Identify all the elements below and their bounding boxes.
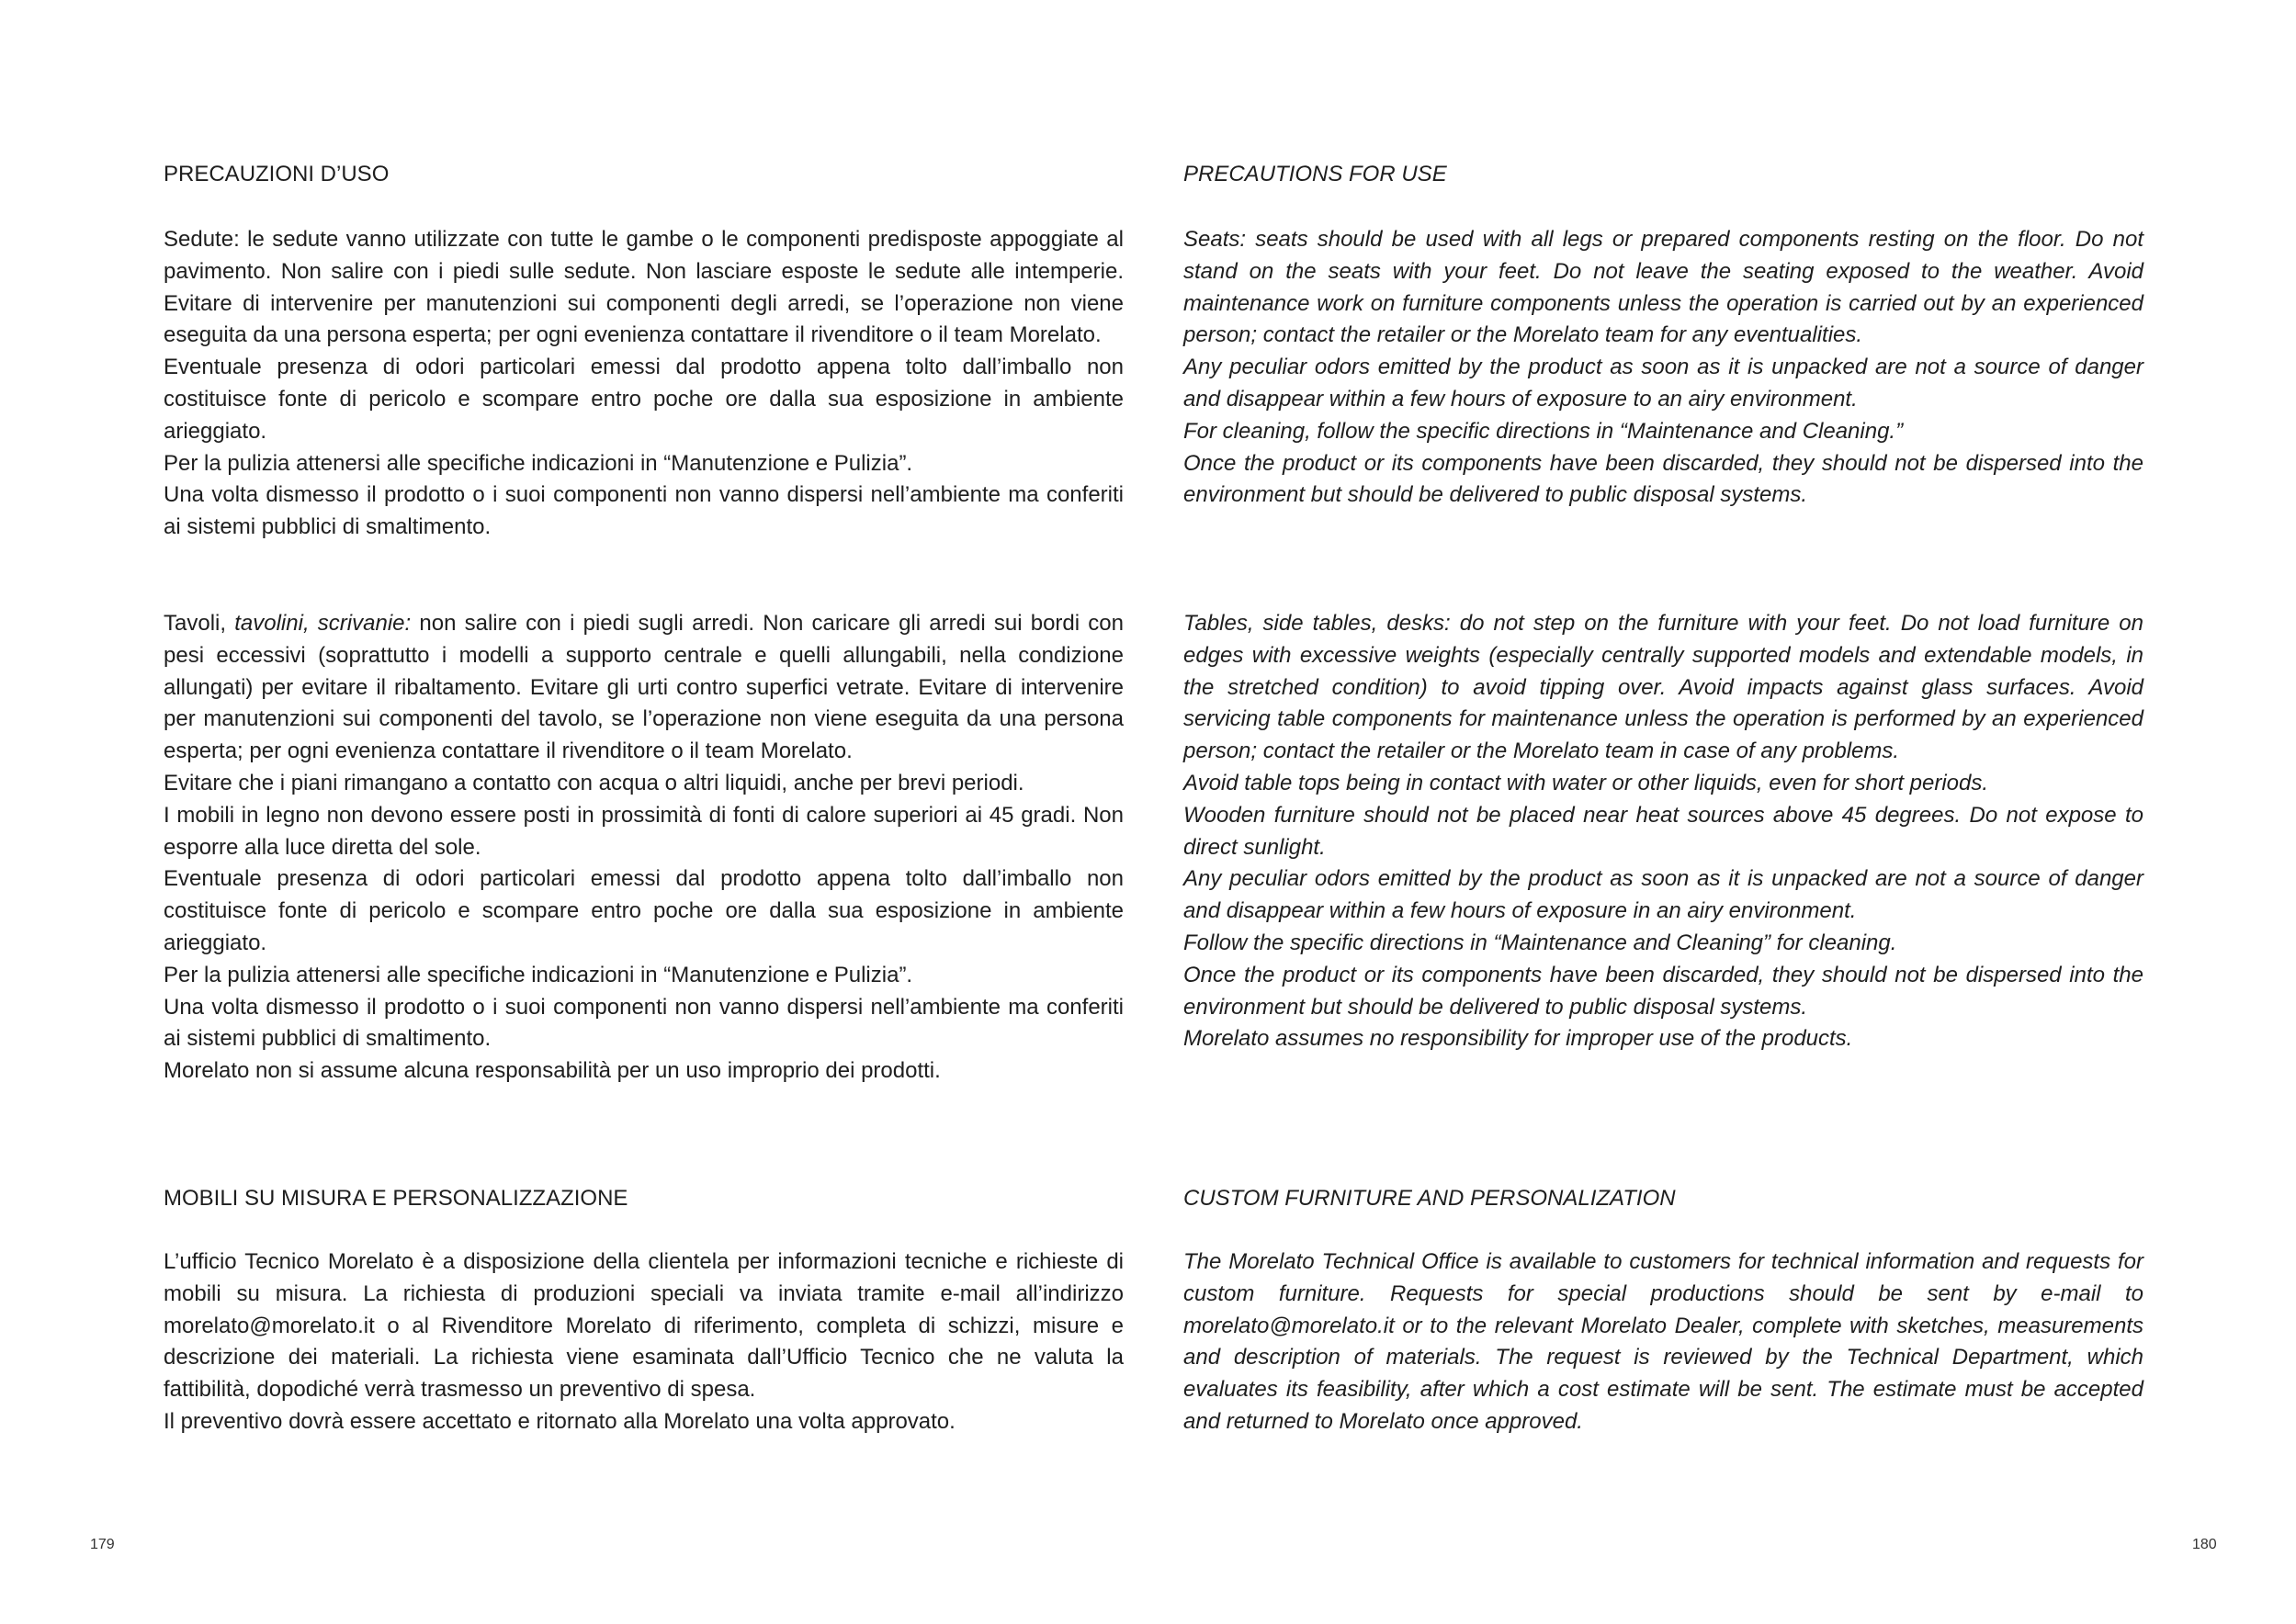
paragraph-lead-italic: tavolini, scrivanie: <box>234 611 412 636</box>
paragraph: Una volta dismesso il prodotto o i suoi componenti non vanno dispersi nell’ambiente ma conferiti ai sistemi pubblici di smaltimento. <box>164 482 1124 540</box>
paragraph: Seats: seats should be used with all legs or prepared components resting on the floor. Do not stand on the seats with your feet. Do not leave the seating exposed to the weather. Avoid maintenance work on furniture components unless the operation is carried out by an experienced person; contact the retailer or the Morelato team for any eventualities. <box>1183 227 2143 348</box>
paragraph: Evitare che i piani rimangano a contatto con acqua o altri liquidi, anche per brevi periodi. <box>164 770 1024 795</box>
paragraph: Any peculiar odors emitted by the product as soon as it is unpacked are not a source of danger and disappear within a few hours of exposure in an airy environment. <box>1183 866 2143 924</box>
section-tables <box>1183 608 2143 1055</box>
section-mobili-su-misura <box>164 1183 1124 1215</box>
section-custom-furniture <box>1183 1183 2143 1215</box>
page-number-left: 179 <box>90 1537 115 1552</box>
section-tavoli <box>164 608 1124 1088</box>
paragraph: Per la pulizia attenersi alle specifiche indicazioni in “Manutenzione e Pulizia”. <box>164 450 913 476</box>
section-seats <box>1183 224 2143 512</box>
paragraph: Il preventivo dovrà essere accettato e ritornato alla Morelato una volta approvato. <box>164 1408 956 1434</box>
paragraph: Once the product or its components have been discarded, they should not be dispersed into the environment but should be delivered to public disposal systems. <box>1183 450 2143 508</box>
paragraph: Any peculiar odors emitted by the product as soon as it is unpacked are not a source of danger and disappear within a few hours of exposure to an airy environment. <box>1183 355 2143 412</box>
paragraph: For cleaning, follow the specific directions in “Maintenance and Cleaning.” <box>1183 418 1904 444</box>
paragraph: Eventuale presenza di odori particolari emessi dal prodotto appena tolto dall’imballo non costituisce fonte di pericolo e scompare entro poche ore dalla sua esposizione in ambiente arieggiato. <box>164 355 1124 444</box>
section-title: MOBILI SU MISURA E PERSONALIZZAZIONE <box>164 1186 628 1211</box>
paragraph-lead: Tavoli, <box>164 611 235 636</box>
paragraph: Once the product or its components have been discarded, they should not be dispersed into the environment but should be delivered to public disposal systems. <box>1183 962 2143 1020</box>
paragraph: Wooden furniture should not be placed near heat sources above 45 degrees. Do not expose to direct sunlight. <box>1183 802 2143 860</box>
paragraph: I mobili in legno non devono essere posti in prossimità di fonti di calore superiori ai 45 gradi. Non esporre alla luce diretta del sole. <box>164 802 1124 860</box>
paragraph: Follow the specific directions in “Maintenance and Cleaning” for cleaning. <box>1183 930 1897 955</box>
section-title: PRECAUZIONI D’USO <box>164 162 390 186</box>
paragraph: Avoid table tops being in contact with water or other liquids, even for short periods. <box>1183 770 1989 795</box>
section-title: CUSTOM FURNITURE AND PERSONALIZATION <box>1183 1186 1676 1211</box>
section-mobili-text <box>164 1246 1124 1438</box>
paragraph: Eventuale presenza di odori particolari emessi dal prodotto appena tolto dall’imballo non costituisce fonte di pericolo e scompare entro poche ore dalla sua esposizione in ambiente arieggiato. <box>164 866 1124 955</box>
section-title: PRECAUTIONS FOR USE <box>1183 162 1447 186</box>
section-precauzioni <box>164 159 1124 191</box>
section-precautions <box>1183 159 2143 191</box>
paragraph: The Morelato Technical Office is available to customers for technical information and requests for custom furniture. Requests for special productions should be sent by e-mail to morelato@morelato.it or to the relevant Morelato Dealer, complete with sketches, measurements and description of materials. The request is reviewed by the Technical Department, which evaluates its feasibility, after which a cost estimate will be sent. The estimate must be accepted and returned to Morelato once approved. <box>1183 1249 2143 1434</box>
paragraph: Morelato assumes no responsibility for improper use of the products. <box>1183 1026 1853 1052</box>
paragraph <box>164 608 1124 768</box>
paragraph: Tables, side tables, desks: do not step on the furniture with your feet. Do not load furniture on edges with excessive weights (especially centrally supported models and extendable models, in the stretched condition) to avoid tipping over. Avoid impacts against glass surfaces. Avoid servicing table components for maintenance unless the operation is performed by an experienced person; contact the retailer or the Morelato team in case of any problems. <box>1183 611 2143 764</box>
paragraph: L’ufficio Tecnico Morelato è a disposizione della clientela per informazioni tecniche e richieste di mobili su misura. La richiesta di produzioni speciali va inviata tramite e-mail all’indirizzo morelato@morelato.it o al Rivenditore Morelato di riferimento, completa di schizzi, misure e descrizione dei materiali. La richiesta viene esaminata dall’Ufficio Tecnico che ne valuta la fattibilità, dopodiché verrà trasmesso un preventivo di spesa. <box>164 1249 1124 1403</box>
paragraph-text: non salire con i piedi sugli arredi. Non caricare gli arredi sui bordi con pesi eccessivi (soprattutto i modelli a supporto centrale e quelli allungabili, nella condizione allungati) per evitare il ribaltamento. Evitare gli urti contro superfici vetrate. Evitare di intervenire per manutenzioni sui componenti del tavolo, se l’operazione non viene eseguita da una persona esperta; per ogni evenienza contattare il rivenditore o il team Morelato. <box>164 611 1124 764</box>
paragraph: Per la pulizia attenersi alle specifiche indicazioni in “Manutenzione e Pulizia”. <box>164 962 913 987</box>
section-custom-text <box>1183 1246 2143 1438</box>
paragraph: Una volta dismesso il prodotto o i suoi componenti non vanno dispersi nell’ambiente ma conferiti ai sistemi pubblici di smaltimento. <box>164 994 1124 1052</box>
paragraph: Sedute: le sedute vanno utilizzate con tutte le gambe o le componenti predisposte appoggiate al pavimento. Non salire con i piedi sulle sedute. Non lasciare esposte le sedute alle intemperie. Evitare di intervenire per manutenzioni sui componenti degli arredi, se l’operazione non viene eseguita da una persona esperta; per ogni evenienza contattare il rivenditore o il team Morelato. <box>164 227 1124 348</box>
section-sedute <box>164 224 1124 544</box>
paragraph: Morelato non si assume alcuna responsabilità per un uso improprio dei prodotti. <box>164 1058 941 1084</box>
page-number-right: 180 <box>2192 1537 2217 1552</box>
